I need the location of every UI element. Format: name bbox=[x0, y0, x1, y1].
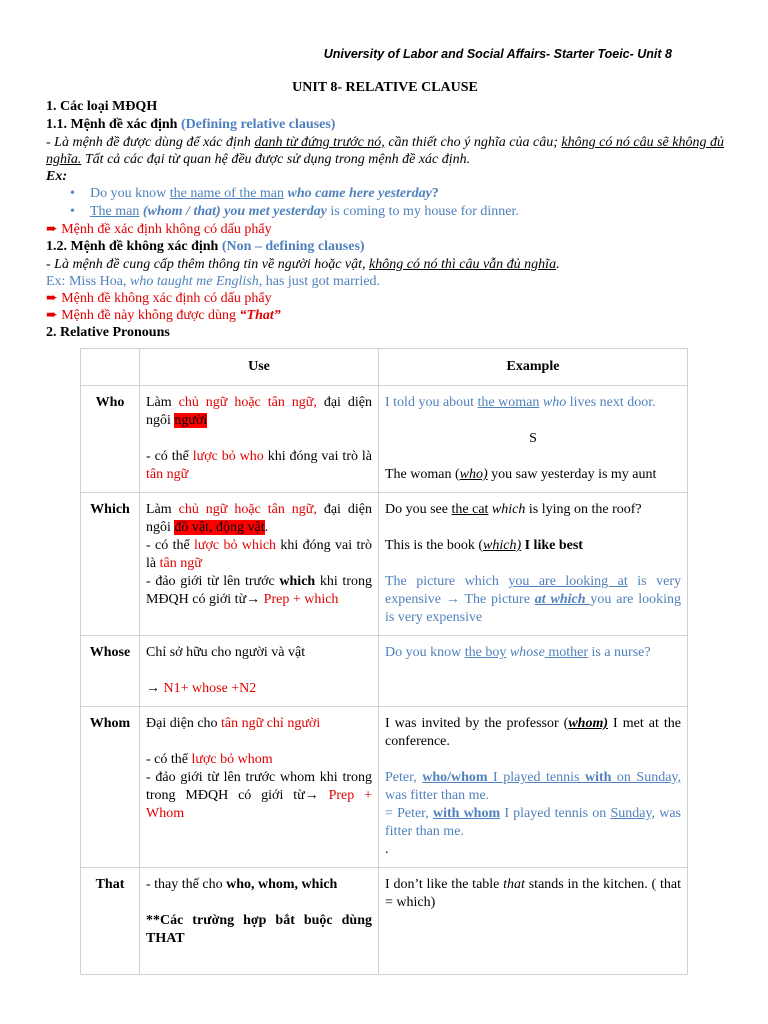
text: khi đóng vai trò là bbox=[263, 449, 372, 464]
def2-a: - Là mệnh đề cung cấp thêm thông tin về người hoặc vật, bbox=[46, 257, 370, 272]
text: Sunday, bbox=[636, 770, 682, 785]
text: - đảo giới từ lên trước bbox=[146, 574, 280, 589]
ex3-c: , has just got married. bbox=[258, 274, 381, 289]
s11-label: 1.1. Mệnh đề xác định bbox=[46, 117, 181, 132]
ex3-b: who taught me English bbox=[130, 274, 259, 289]
s12-english: (Non – defining clauses) bbox=[221, 239, 365, 254]
text: - thay thế cho bbox=[146, 877, 227, 892]
ex2-b: (whom / that) you met yesterday bbox=[139, 204, 327, 219]
text: whom) bbox=[568, 716, 609, 731]
ex2-c: is coming to my house for dinner. bbox=[326, 204, 519, 219]
table-row bbox=[81, 386, 688, 493]
table-row bbox=[81, 636, 688, 707]
table-header-row bbox=[81, 349, 688, 386]
def2-b: không có nó thì câu vẫn đủ nghĩa bbox=[369, 257, 557, 272]
page-header: University of Labor and Social Affairs- Starter Toeic- Unit 8 bbox=[323, 47, 672, 61]
s12-label: 1.2. Mệnh đề không xác định bbox=[46, 239, 222, 254]
def1-d: không có nó câu sẽ không đủ nghĩa. bbox=[46, 135, 724, 167]
key-whom: Whom bbox=[81, 707, 140, 868]
text: Prep + which bbox=[263, 592, 339, 607]
text: is a nurse? bbox=[588, 645, 651, 660]
example-that bbox=[379, 868, 688, 975]
header-empty bbox=[81, 349, 140, 386]
header-example: Example bbox=[379, 349, 688, 386]
note-3 bbox=[46, 307, 724, 324]
text: the boy bbox=[464, 645, 507, 660]
text: is very expensive → The picture bbox=[385, 574, 681, 607]
text: which bbox=[488, 502, 526, 517]
text: - có thể bbox=[146, 449, 193, 464]
defining-examples bbox=[46, 185, 724, 221]
section-1-2-heading bbox=[46, 238, 724, 256]
arrow-icon: ➨ bbox=[46, 308, 62, 323]
section-2-heading: 2. Relative Pronouns bbox=[46, 325, 170, 340]
use-whom bbox=[140, 707, 379, 868]
text: - có thể bbox=[146, 538, 195, 553]
text: The picture which bbox=[385, 574, 509, 589]
text: đồ vật, động vật bbox=[174, 520, 265, 535]
example-whose bbox=[379, 636, 688, 707]
text: tân ngữ bbox=[159, 556, 202, 571]
text: the cat bbox=[451, 502, 489, 517]
text: who, whom, which bbox=[226, 877, 338, 892]
note2-text: Mệnh đề không xác định có dấu phẩy bbox=[61, 291, 272, 306]
section-1-1-heading bbox=[46, 116, 724, 134]
text: whose bbox=[506, 645, 545, 660]
page-title: UNIT 8- RELATIVE CLAUSE bbox=[292, 80, 478, 95]
text: which) bbox=[483, 538, 522, 553]
ex3-a: Ex: Miss Hoa, bbox=[46, 274, 130, 289]
text: was fitter than me. bbox=[385, 806, 681, 839]
text: with bbox=[584, 770, 612, 785]
text: you are looking at bbox=[508, 574, 628, 589]
text: I met at the conference. bbox=[385, 716, 681, 749]
table-row bbox=[81, 707, 688, 868]
text: lives next door. bbox=[566, 395, 656, 410]
defining-definition bbox=[46, 134, 724, 168]
text: The woman ( bbox=[385, 467, 460, 482]
text: with whom bbox=[432, 806, 501, 821]
table-row bbox=[81, 868, 688, 975]
text: - có thể bbox=[146, 752, 192, 767]
text: who bbox=[539, 395, 567, 410]
arrow-icon: ➨ bbox=[46, 222, 62, 237]
s11-english: (Defining relative clauses) bbox=[180, 117, 336, 132]
text: Làm bbox=[146, 395, 179, 410]
text: Do you see bbox=[385, 502, 452, 517]
text: you are looking is very expensive bbox=[385, 592, 682, 625]
text: is lying on the roof? bbox=[525, 502, 642, 517]
text: lược bỏ which bbox=[194, 538, 277, 553]
text: người bbox=[174, 413, 208, 428]
document-body bbox=[46, 80, 724, 342]
ex1-a: Do you know bbox=[90, 186, 170, 201]
text: Do you know bbox=[385, 645, 465, 660]
note-2 bbox=[46, 290, 724, 307]
section-1-heading: 1. Các loại MĐQH bbox=[46, 99, 158, 114]
text: đại diện ngôi bbox=[146, 395, 373, 428]
text: was fitter than me. bbox=[385, 788, 490, 803]
text: khi đóng vai trò là bbox=[146, 538, 373, 571]
example-whom bbox=[379, 707, 688, 868]
text: I was invited by the professor ( bbox=[385, 716, 569, 731]
relative-pronouns-table bbox=[80, 348, 688, 975]
def2-c: . bbox=[556, 257, 560, 272]
text: đại diện ngôi bbox=[146, 502, 373, 535]
text: N1+ whose +N2 bbox=[163, 681, 257, 696]
text: Làm bbox=[146, 502, 179, 517]
text: I told you about bbox=[385, 395, 478, 410]
text: Sunday, bbox=[610, 806, 656, 821]
text: Peter, bbox=[385, 770, 423, 785]
text: . bbox=[385, 842, 389, 857]
def1-b: danh từ đứng trước nó, bbox=[254, 135, 385, 150]
text: who/whom bbox=[422, 770, 488, 785]
text: Chỉ sở hữu cho người và vật bbox=[146, 645, 306, 660]
ex1-c: who came here yesterday bbox=[284, 186, 432, 201]
text: mother bbox=[544, 645, 588, 660]
text: Đại diện cho bbox=[146, 716, 222, 731]
text: **Các trường hợp bắt buộc dùng THAT bbox=[146, 913, 372, 946]
note3-that: “That” bbox=[239, 308, 281, 323]
text: at which bbox=[534, 592, 591, 607]
text: chủ ngữ hoặc tân ngữ, bbox=[178, 395, 317, 410]
note-1 bbox=[46, 221, 724, 238]
use-which bbox=[140, 493, 379, 636]
ex1-d: ? bbox=[431, 186, 439, 201]
text: . bbox=[264, 520, 269, 535]
text: khi trong MĐQH có giới từ→ bbox=[146, 574, 372, 607]
note1-text: Mệnh đề xác định không có dấu phẩy bbox=[61, 222, 272, 237]
text: I played tennis on bbox=[500, 806, 611, 821]
text: tân ngữ chỉ người bbox=[221, 716, 321, 731]
ex-label: Ex: bbox=[46, 169, 67, 184]
text: I like best bbox=[521, 538, 583, 553]
list-item bbox=[90, 185, 724, 203]
def1-a: - Là mệnh đề được dùng để xác định bbox=[46, 135, 255, 150]
text: - đảo giới từ lên trước whom khi trong trong MĐQH có giới từ→ bbox=[146, 770, 372, 803]
text: chủ ngữ hoặc tân ngữ, bbox=[178, 502, 317, 517]
text: Prep + Whom bbox=[146, 788, 372, 821]
text: that bbox=[503, 877, 525, 892]
nondefining-example bbox=[46, 273, 724, 290]
nondefining-definition bbox=[46, 256, 724, 273]
def1-c: cần thiết cho ý nghĩa của câu; bbox=[384, 135, 562, 150]
text: tân ngữ bbox=[146, 467, 189, 482]
key-whose: Whose bbox=[81, 636, 140, 707]
ex1-b: the name of the man bbox=[169, 186, 285, 201]
text: you saw yesterday is my aunt bbox=[487, 467, 657, 482]
text: on bbox=[611, 770, 637, 785]
use-whose bbox=[140, 636, 379, 707]
text: who) bbox=[459, 467, 488, 482]
text: I played tennis bbox=[487, 770, 585, 785]
key-who: Who bbox=[81, 386, 140, 493]
example-which bbox=[379, 493, 688, 636]
text: lược bỏ whom bbox=[191, 752, 273, 767]
arrow-icon: ➨ bbox=[46, 291, 62, 306]
text: the woman bbox=[477, 395, 540, 410]
text: I don’t like the table bbox=[385, 877, 504, 892]
text: → bbox=[146, 681, 164, 696]
def1-e: Tất cả các đại từ quan hệ đều được sử dụng trong mệnh đề xác định. bbox=[81, 152, 471, 167]
key-which: Which bbox=[81, 493, 140, 636]
list-item bbox=[90, 203, 724, 221]
use-that bbox=[140, 868, 379, 975]
text: S bbox=[529, 431, 537, 446]
example-who bbox=[379, 386, 688, 493]
text: stands in the kitchen. ( that = which) bbox=[385, 877, 681, 910]
use-who bbox=[140, 386, 379, 493]
text: This is the book ( bbox=[385, 538, 483, 553]
text: = Peter, bbox=[385, 806, 433, 821]
header-use: Use bbox=[140, 349, 379, 386]
table-row bbox=[81, 493, 688, 636]
key-that: That bbox=[81, 868, 140, 975]
ex2-a: The man bbox=[90, 204, 140, 219]
text: lược bỏ who bbox=[192, 449, 264, 464]
text: which bbox=[279, 574, 316, 589]
note3-text: Mệnh đề này không được dùng bbox=[61, 308, 240, 323]
